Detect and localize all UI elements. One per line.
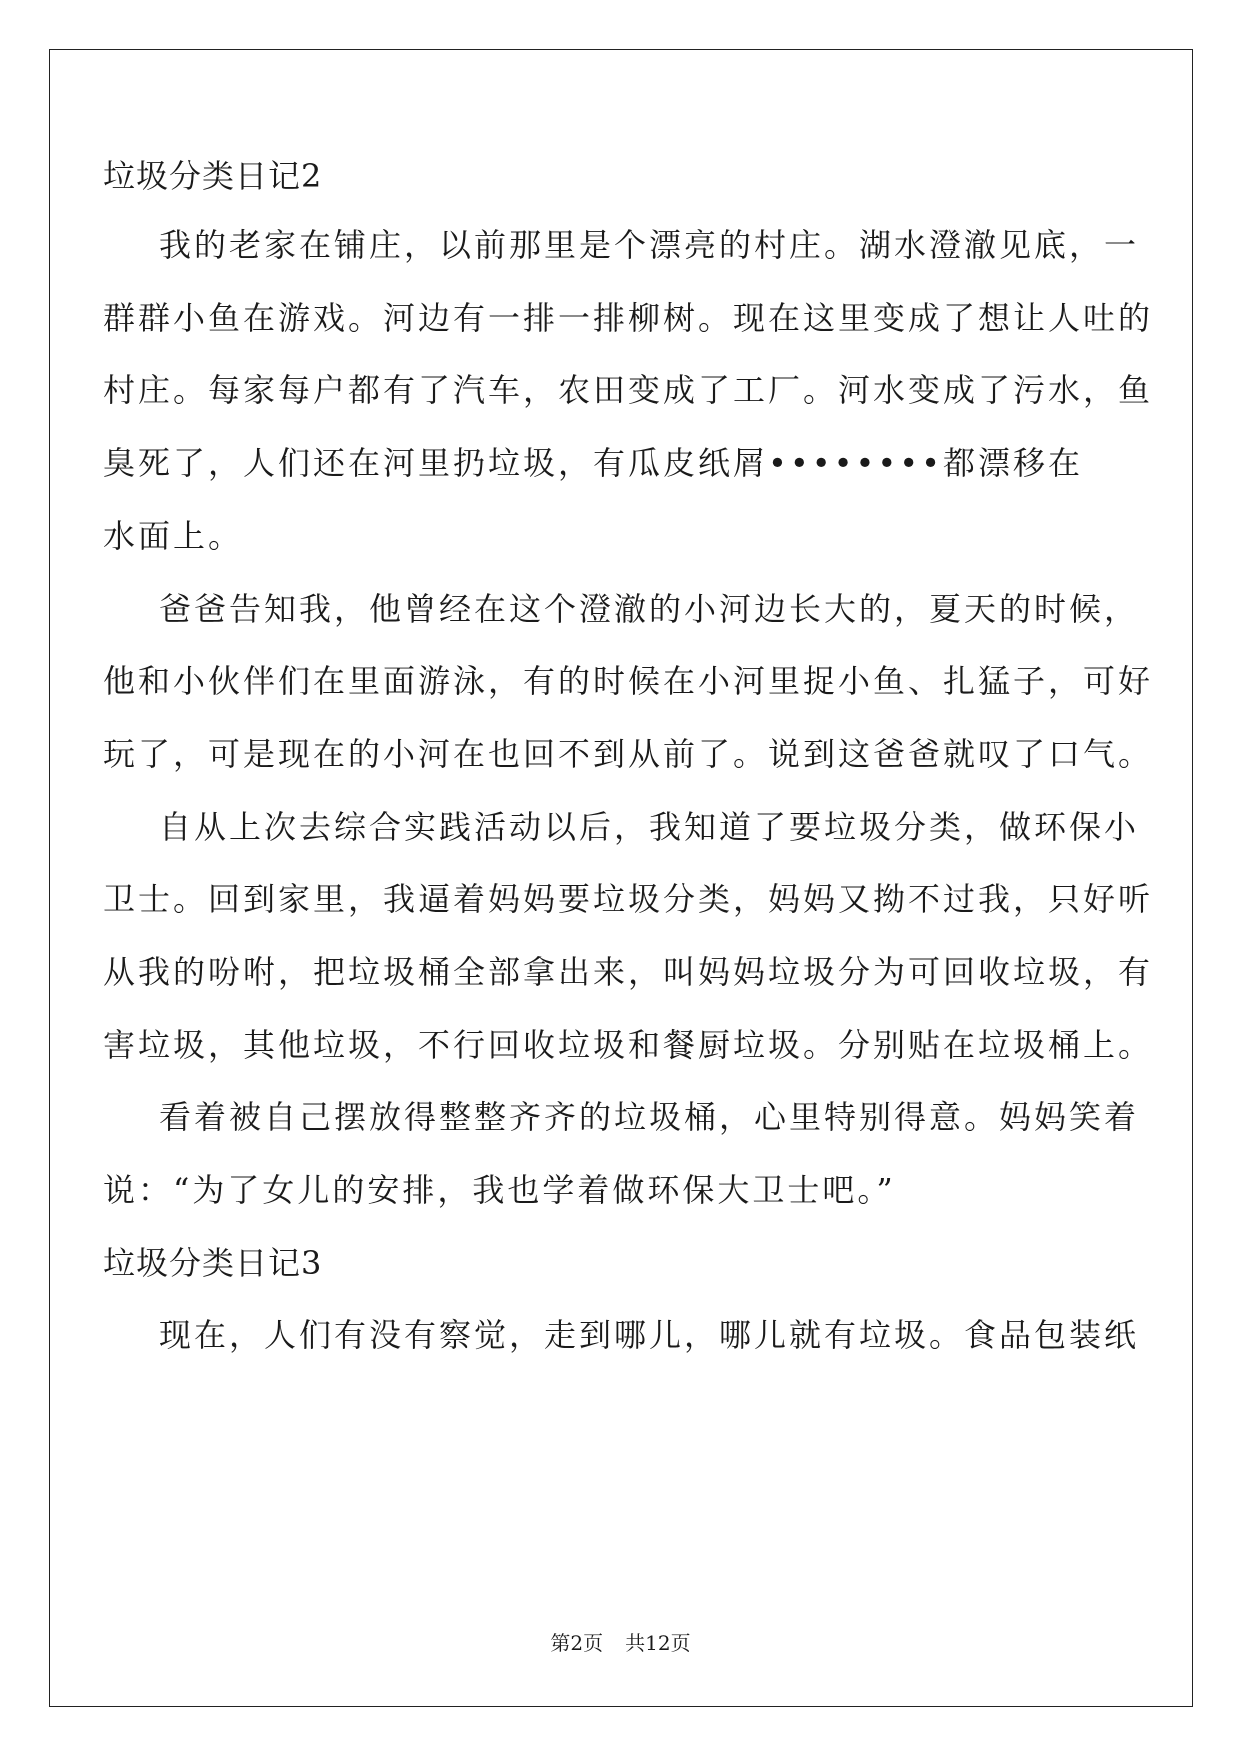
paragraph-line: 看着被自己摆放得整整齐齐的垃圾桶，心里特别得意。妈妈笑着 — [159, 1098, 1140, 1136]
section-heading: 垃圾分类日记3 — [103, 1244, 323, 1282]
paragraph-line: 自从上次去综合实践活动以后，我知道了要垃圾分类，做环保小 — [159, 808, 1140, 846]
paragraph-line: 爸爸告知我，他曾经在这个澄澈的小河边长大的，夏天的时候， — [159, 590, 1140, 628]
paragraph-line: 他和小伙伴们在里面游泳，有的时候在小河里捉小鱼、扎猛子，可好 — [103, 662, 1154, 700]
paragraph-line: 臭死了，人们还在河里扔垃圾，有瓜皮纸屑••••••••都漂移在 — [103, 444, 1084, 482]
paragraph-line: 玩了，可是现在的小河在也回不到从前了。说到这爸爸就叹了口气。 — [103, 735, 1154, 773]
paragraph-line: 从我的吩咐，把垃圾桶全部拿出来，叫妈妈垃圾分为可回收垃圾，有 — [103, 953, 1154, 991]
page-number: 第2页 — [550, 1631, 604, 1655]
paragraph-line: 村庄。每家每户都有了汽车，农田变成了工厂。河水变成了污水，鱼 — [103, 371, 1154, 409]
paragraph-line: 卫士。回到家里，我逼着妈妈要垃圾分类，妈妈又拗不过我，只好听 — [103, 880, 1154, 918]
paragraph-line: 群群小鱼在游戏。河边有一排一排柳树。现在这里变成了想让人吐的 — [103, 299, 1154, 337]
paragraph-line: 害垃圾，其他垃圾，不行回收垃圾和餐厨垃圾。分别贴在垃圾桶上。 — [103, 1026, 1154, 1064]
page-total: 共12页 — [625, 1631, 691, 1655]
paragraph-line: 现在，人们有没有察觉，走到哪儿，哪儿就有垃圾。食品包装纸 — [159, 1316, 1140, 1354]
paragraph-line: 我的老家在铺庄，以前那里是个漂亮的村庄。湖水澄澈见底，一 — [159, 226, 1140, 264]
page-footer — [0, 1631, 1241, 1655]
paragraph-line: 水面上。 — [103, 517, 244, 555]
section-heading: 垃圾分类日记2 — [103, 157, 323, 195]
paragraph-line: 说：“为了女儿的安排，我也学着做环保大卫士吧。” — [103, 1171, 896, 1209]
